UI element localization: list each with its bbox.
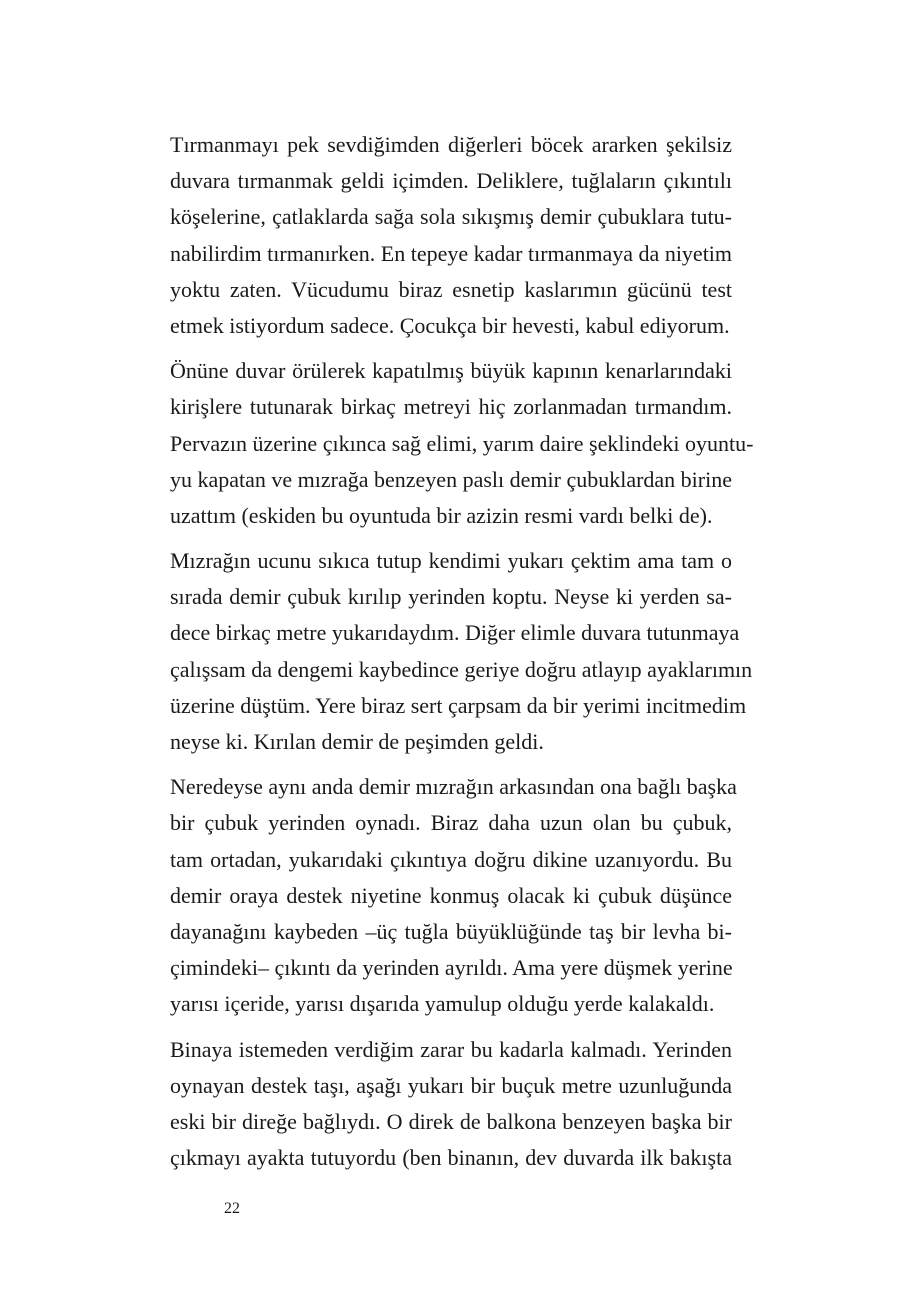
- paragraph-5: [170, 1032, 732, 1177]
- text-line: çıkmayı ayakta tutuyordu (ben binanın, dev duvarda ilk bakışta: [170, 1145, 732, 1171]
- text-line: dece birkaç metre yukarıdaydım. Diğer elimle duvara tutunmaya: [170, 620, 740, 646]
- text-line: çalışsam da dengemi kaybedince geriye doğru atlayıp ayaklarımın: [170, 656, 753, 682]
- text-line: çimindeki– çıkıntı da yerinden ayrıldı. Ama yere düşmek yerine: [170, 955, 733, 981]
- text-line: duvara tırmanmak geldi içimden. Deliklere, tuğlaların çıkıntılı: [170, 168, 732, 194]
- text-line: bir çubuk yerinden oynadı. Biraz daha uzun olan bu çubuk,: [170, 810, 732, 836]
- text-line: etmek istiyordum sadece. Çocukça bir hevesti, kabul ediyorum.: [170, 312, 730, 338]
- text-line: demir oraya destek niyetine konmuş olacak ki çubuk düşünce: [170, 882, 732, 908]
- text-line: tam ortadan, yukarıdaki çıkıntıya doğru dikine uzanıyordu. Bu: [170, 846, 732, 872]
- text-line: yoktu zaten. Vücudumu biraz esnetip kaslarımın gücünü test: [170, 276, 732, 302]
- text-line: yu kapatan ve mızrağa benzeyen paslı demir çubuklardan birine: [170, 466, 732, 492]
- text-line: Pervazın üzerine çıkınca sağ elimi, yarım daire şeklindeki oyuntu-: [170, 430, 754, 456]
- text-line: neyse ki. Kırılan demir de peşimden geldi.: [170, 729, 544, 754]
- text-line: kirişlere tutunarak birkaç metreyi hiç zorlanmadan tırmandım.: [170, 394, 732, 420]
- text-line: oynayan destek taşı, aşağı yukarı bir buçuk metre uzunluğunda: [170, 1072, 732, 1098]
- text-line: nabilirdim tırmanırken. En tepeye kadar tırmanmaya da niyetim: [170, 240, 733, 266]
- body-text: [170, 127, 754, 1185]
- text-line: Önüne duvar örülerek kapatılmış büyük kapının kenarlarındaki: [170, 358, 732, 384]
- page-number: 22: [224, 1200, 240, 1217]
- text-line: köşelerine, çatlaklarda sağa sola sıkışmış demir çubuklara tutu-: [170, 204, 732, 230]
- paragraph-3: [170, 543, 753, 760]
- text-line: Neredeyse aynı anda demir mızrağın arkasından ona bağlı başka: [170, 774, 737, 800]
- text-line: üzerine düştüm. Yere biraz sert çarpsam da bir yerimi incitmedim: [170, 692, 747, 718]
- paragraph-1: [170, 127, 732, 344]
- text-line: dayanağını kaybeden –üç tuğla büyüklüğünde taş bir levha bi-: [170, 918, 732, 944]
- text-line: sırada demir çubuk kırılıp yerinden koptu. Neyse ki yerden sa-: [170, 584, 732, 610]
- paragraph-4: [170, 769, 737, 1022]
- text-line: Binaya istemeden verdiğim zarar bu kadarla kalmadı. Yerinden: [170, 1036, 732, 1062]
- text-line: Mızrağın ucunu sıkıca tutup kendimi yukarı çektim ama tam o: [170, 548, 732, 574]
- text-line: eski bir direğe bağlıydı. O direk de balkona benzeyen başka bir: [170, 1108, 732, 1134]
- paragraph-2: [170, 353, 754, 534]
- text-line: Tırmanmayı pek sevdiğimden diğerleri böcek ararken şekilsiz: [170, 132, 732, 157]
- text-line: uzattım (eskiden bu oyuntuda bir azizin resmi vardı belki de).: [170, 502, 713, 528]
- text-line: yarısı içeride, yarısı dışarıda yamulup olduğu yerde kalakaldı.: [170, 991, 715, 1017]
